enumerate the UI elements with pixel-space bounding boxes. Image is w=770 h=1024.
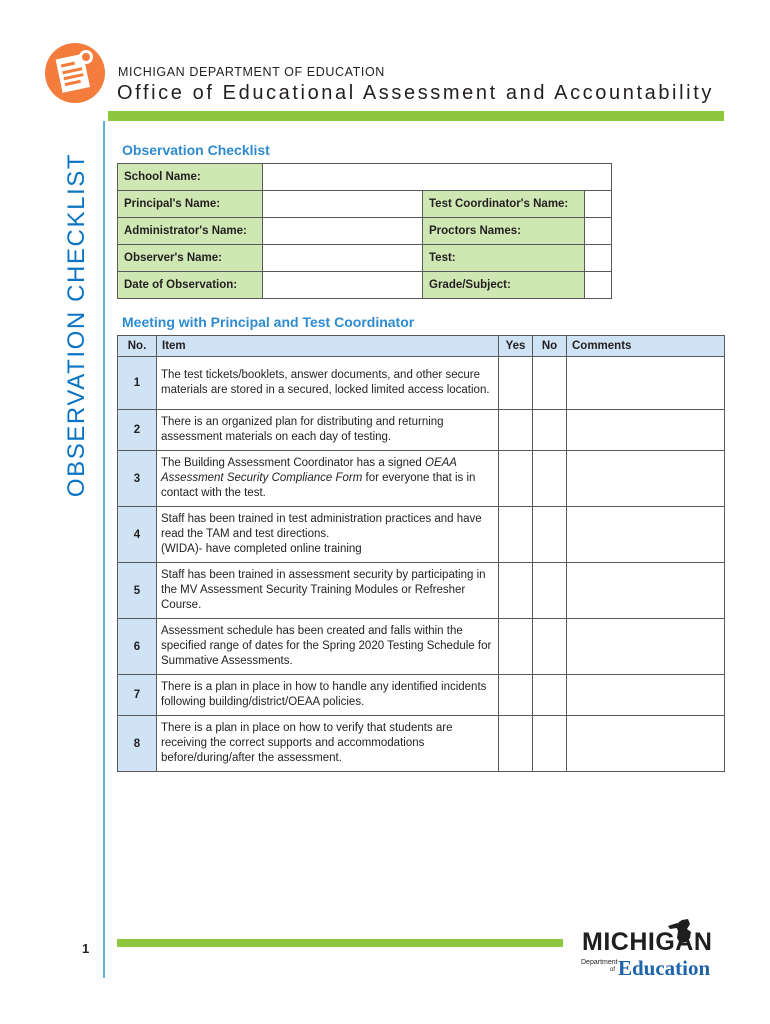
test-field[interactable]: [585, 245, 612, 272]
yes-cell[interactable]: [499, 451, 533, 507]
no-cell[interactable]: [533, 410, 567, 451]
row-item-text: [157, 451, 499, 507]
row-item-text: There is a plan in place on how to verify that students are receiving the correct supports and accommodations before/during/after the assessment.: [157, 716, 499, 772]
row-number: 4: [118, 507, 157, 563]
comments-cell[interactable]: [567, 675, 725, 716]
footer-divider: [117, 939, 563, 947]
table-row: [118, 619, 725, 675]
yes-cell[interactable]: [499, 357, 533, 410]
compliance-form-name: OEAA Assessment Security Compliance Form: [161, 457, 457, 484]
col-header-yes: Yes: [499, 336, 533, 357]
no-cell[interactable]: [533, 619, 567, 675]
row-number: 6: [118, 619, 157, 675]
logo-michigan-text: MICHIGAN: [582, 928, 713, 956]
row-item-text-part: Staff has been trained in test administration practices and have read the TAM and test directions.: [161, 513, 482, 540]
no-cell[interactable]: [533, 357, 567, 410]
yes-cell[interactable]: [499, 716, 533, 772]
observation-checklist-heading: Observation Checklist: [122, 142, 270, 158]
side-divider: [103, 121, 105, 978]
row-item-text: Assessment schedule has been created and falls within the specified range of dates for the Spring 2020 Testing Schedule for Summative Assessments.: [157, 619, 499, 675]
principal-name-field[interactable]: [263, 191, 423, 218]
row-number: 2: [118, 410, 157, 451]
meeting-heading: Meeting with Principal and Test Coordinator: [122, 314, 415, 330]
office-title: Office of Educational Assessment and Accountability: [117, 82, 714, 104]
col-header-no-answer: No: [533, 336, 567, 357]
observation-info-table: [117, 163, 612, 299]
row-item-text: Staff has been trained in assessment security by participating in the MV Assessment Security Training Modules or Refresher Course.: [157, 563, 499, 619]
oeaa-document-logo-icon: [44, 42, 106, 104]
side-title-text: OBSERVATION CHECKLIST: [63, 152, 90, 498]
row-item-text: There is a plan in place in how to handle any identified incidents following building/district/OEAA policies.: [157, 675, 499, 716]
side-title: [60, 140, 94, 510]
table-row: [118, 507, 725, 563]
logo-department-text: Department: [581, 959, 618, 966]
principal-name-label: Principal's Name:: [118, 191, 263, 218]
comments-cell[interactable]: [567, 357, 725, 410]
table-row: [118, 357, 725, 410]
row-item-text: There is an organized plan for distributing and returning assessment materials on each day of testing.: [157, 410, 499, 451]
no-cell[interactable]: [533, 716, 567, 772]
comments-cell[interactable]: [567, 507, 725, 563]
grade-subject-label: Grade/Subject:: [423, 272, 585, 299]
row-item-text: [157, 507, 499, 563]
header-divider: [108, 111, 724, 121]
checklist-header-row: [118, 336, 725, 357]
test-label: Test:: [423, 245, 585, 272]
row-number: 5: [118, 563, 157, 619]
logo-education-text: Education: [618, 956, 711, 980]
comments-cell[interactable]: [567, 619, 725, 675]
col-header-comments: Comments: [567, 336, 725, 357]
yes-cell[interactable]: [499, 410, 533, 451]
test-coordinator-field[interactable]: [585, 191, 612, 218]
table-row: [118, 675, 725, 716]
row-item-text-part: for everyone that is in contact with the test.: [161, 472, 476, 499]
grade-subject-field[interactable]: [585, 272, 612, 299]
row-item-text-part: The Building Assessment Coordinator has a signed: [161, 457, 426, 469]
table-row: [118, 410, 725, 451]
comments-cell[interactable]: [567, 716, 725, 772]
school-name-label: School Name:: [118, 164, 263, 191]
department-name: MICHIGAN DEPARTMENT OF EDUCATION: [118, 65, 385, 79]
yes-cell[interactable]: [499, 675, 533, 716]
comments-cell[interactable]: [567, 410, 725, 451]
test-coordinator-label: Test Coordinator's Name:: [423, 191, 585, 218]
date-of-observation-label: Date of Observation:: [118, 272, 263, 299]
row-item-text-part: (WIDA)- have completed online training: [161, 543, 362, 555]
date-of-observation-field[interactable]: [263, 272, 423, 299]
comments-cell[interactable]: [567, 563, 725, 619]
row-number: 8: [118, 716, 157, 772]
proctors-names-label: Proctors Names:: [423, 218, 585, 245]
table-row: [118, 451, 725, 507]
administrator-name-label: Administrator's Name:: [118, 218, 263, 245]
yes-cell[interactable]: [499, 619, 533, 675]
proctors-names-field[interactable]: [585, 218, 612, 245]
col-header-item: Item: [157, 336, 499, 357]
school-name-field[interactable]: [263, 164, 612, 191]
no-cell[interactable]: [533, 563, 567, 619]
meeting-checklist-table: [117, 335, 725, 772]
yes-cell[interactable]: [499, 563, 533, 619]
administrator-name-field[interactable]: [263, 218, 423, 245]
table-row: [118, 563, 725, 619]
table-row: [118, 716, 725, 772]
michigan-education-logo: [578, 918, 724, 980]
no-cell[interactable]: [533, 675, 567, 716]
row-item-text: The test tickets/booklets, answer documents, and other secure materials are stored in a secured, locked limited access location.: [157, 357, 499, 410]
row-number: 3: [118, 451, 157, 507]
row-number: 1: [118, 357, 157, 410]
no-cell[interactable]: [533, 451, 567, 507]
page-number: 1: [82, 941, 90, 956]
observer-name-field[interactable]: [263, 245, 423, 272]
col-header-no: No.: [118, 336, 157, 357]
logo-of-text: of: [610, 967, 616, 973]
observer-name-label: Observer's Name:: [118, 245, 263, 272]
row-number: 7: [118, 675, 157, 716]
no-cell[interactable]: [533, 507, 567, 563]
comments-cell[interactable]: [567, 451, 725, 507]
yes-cell[interactable]: [499, 507, 533, 563]
